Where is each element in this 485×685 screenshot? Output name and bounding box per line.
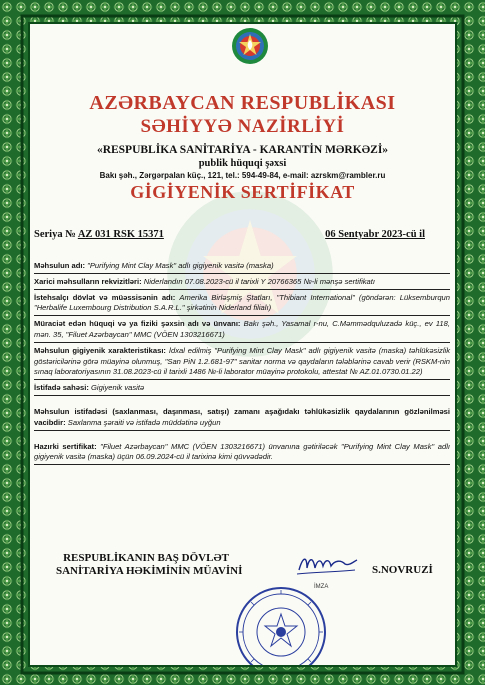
signature-caption: İMZA: [314, 584, 329, 590]
ministry-title: SƏHİYYƏ NAZİRLİYİ: [140, 116, 345, 137]
official-seal-stamp: [233, 584, 329, 667]
field-foreign-details: Xarici məhsulların rekvizitləri: Niderlandın 07.08.2023-cü il tarixli Y 20766365 №-li mənşə sertifikatı: [34, 276, 450, 290]
signatory-position-line1: RESPUBLİKANIN BAŞ DÖVLƏT: [63, 552, 229, 564]
state-emblem-icon: [230, 26, 270, 66]
certificate-title: GİGİYENİK SERTİFİKAT: [130, 182, 355, 202]
republic-title: AZƏRBAYCAN RESPUBLİKASI: [89, 92, 396, 114]
field-validity: Hazırki sertifikat: "Filuet Azərbaycan" MMC (VÖEN 1303216671) ünvanına gətiriləcək "Purifying Mint Clay Mask" adlı gigiyenik vasitə (maska) üçün 06.09.2024-cü il tarixinə kimi qüvvədədir.: [34, 441, 450, 466]
organization-address: Bakı şəh., Zərgərpalan küç., 121, tel.: 594-49-84, e-mail: azrskm@rambler.ru: [99, 171, 386, 180]
field-manufacturer: İstehsalçı dövlət və müəssisənin adı: Amerika Birləşmiş Ştatları, "Thibiant International" (göndərən: Lüksemburqun "Herbalife Luxembourg Distribution S.A.R.L." şirkətinin Niderland filialı): [34, 292, 450, 317]
signatory-name: S.NOVRUZİ: [372, 564, 433, 576]
field-hygienic-characteristics: Məhsulun gigiyenik xarakteristikası: İdxal edilmiş "Purifying Mint Clay Mask" adlı gigiyenik vasitə (maska) təhlükəsizlik göstəricilərinə görə müayinə olunmuş, "San PiN 1.2.681-97" sanitar norma və qaydaların tələblərinə cavab verir (RSKM-nin sınaq laboratoriyasının 31.08.2023-cü il tarixli 1486 №-li laborator müayinə protokolu, attestat № AZ.01.0730.01.22): [34, 345, 450, 380]
certificate-body: [28, 22, 457, 667]
issue-date: 06 Sentyabr 2023-cü il: [325, 229, 425, 240]
certificate-fields: [34, 260, 450, 467]
field-usage-area: İstifadə sahəsi: Gigiyenik vasitə: [34, 382, 450, 396]
series-number: AZ 031 RSK 15371: [77, 229, 164, 240]
series-label: Seriya №: [34, 229, 76, 240]
signatory-position-line2: SANİTARİYA HƏKİMİNİN MÜAVİNİ: [56, 565, 243, 577]
series-line: [34, 229, 164, 240]
field-safety-rules: Məhsulun istifadəsi (saxlanması, daşınması, satışı) zamanı aşağıdakı təhlükəsizlik qaydalarının gözlənilməsi vacibdir: Saxlanma şəraiti və istifadə müddətinə uyğun: [34, 406, 450, 431]
legal-form: publik hüquqi şəxsi: [198, 158, 287, 169]
handwritten-signature: [295, 550, 359, 580]
field-applicant: Müraciət edən hüquqi və ya fiziki şəxsin adı və ünvanı: Bakı şəh., Yasamal r-nu, C.Məmmədquluzadə küç., ev 118, mən. 35, "Filuet Azərbaycan" MMC (VÖEN 1303216671): [34, 318, 450, 343]
organization-name: «RESPUBLİKA SANİTARİYA - KARANTİN MƏRKƏZİ»: [96, 144, 389, 156]
field-product-name: Məhsulun adı: "Purifying Mint Clay Mask" adlı gigiyenik vasitə (maska): [34, 260, 450, 274]
